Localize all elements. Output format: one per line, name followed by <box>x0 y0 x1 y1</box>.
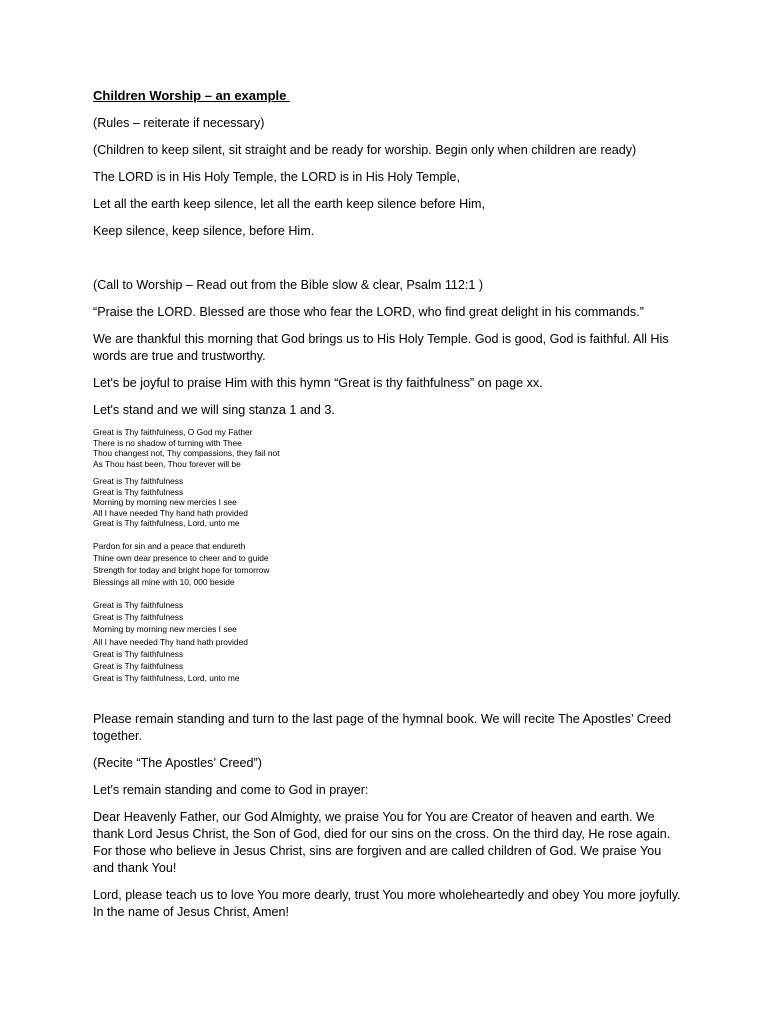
call-to-worship-note: (Call to Worship – Read out from the Bible slow & clear, Psalm 112:1 ) <box>93 278 484 292</box>
stand-instruction: Let's stand and we will sing stanza 1 and 3. <box>93 403 335 417</box>
hymn-line: Great is Thy faithfulness <box>93 648 184 659</box>
hymn-line: There is no shadow of turning with Thee <box>93 437 242 448</box>
psalm-quote: “Praise the LORD. Blessed are those who fear the LORD, who find great delight in his commands.” <box>93 305 644 319</box>
prayer-instruction: Let's remain standing and come to God in prayer: <box>93 782 369 797</box>
hymn-intro: Let's be joyful to praise Him with this hymn “Great is thy faithfulness” on page xx. <box>93 376 543 390</box>
hymn-line: Great is Thy faithfulness <box>93 611 184 622</box>
hymn-line: Thine own dear presence to cheer and to guide <box>93 552 269 563</box>
hymn-line: Morning by morning new mercies I see <box>93 624 237 635</box>
silence-instruction: (Children to keep silent, sit straight and be ready for worship. Begin only when children are ready) <box>93 143 637 157</box>
closing-prayer: Lord, please teach us to love You more dearly, trust You more wholeheartedly and obey You more joyfully. In the name of Jesus Christ, Amen! <box>93 887 681 919</box>
hymn-line: Great is Thy faithfulness, O God my Father <box>93 427 253 437</box>
document-title: Children Worship – an example <box>93 88 290 103</box>
song-line: Keep silence, keep silence, before Him. <box>93 224 315 238</box>
hymn-line: Great is Thy faithfulness <box>93 476 184 486</box>
hymn-line: All I have needed Thy hand hath provided <box>93 507 248 518</box>
rules-note: (Rules – reiterate if necessary) <box>93 116 265 130</box>
hymn-line: Strength for today and bright hope for tomorrow <box>93 565 270 576</box>
prayer-paragraph: Dear Heavenly Father, our God Almighty, we praise You for You are Creator of heaven and earth. We thank Lord Jesus Christ, the Son of God, died for our sins on the cross. On the third day, He rose again. For those who believe in Jesus Christ, sins are forgiven and are called children of God. We praise You and thank You! <box>93 809 671 875</box>
hymn-line: Great is Thy faithfulness, Lord, unto me <box>93 518 240 528</box>
hymn-stanza-1 <box>93 427 683 469</box>
hymn-line: Great is Thy faithfulness <box>93 599 184 610</box>
hymn-line: All I have needed Thy hand hath provided <box>93 636 248 647</box>
hymn-line: Thou changest not, Thy compassions, they fail not <box>93 448 280 458</box>
hymn-stanza-3 <box>93 540 683 589</box>
song-line: The LORD is in His Holy Temple, the LORD is in His Holy Temple, <box>93 170 460 184</box>
hymn-line: Great is Thy faithfulness <box>93 661 184 672</box>
hymn-line: Morning by morning new mercies I see <box>93 497 237 507</box>
hymn-line: Great is Thy faithfulness, Lord, unto me <box>93 673 240 684</box>
document-page <box>93 86 683 921</box>
creed-note: (Recite “The Apostles’ Creed”) <box>93 755 262 770</box>
hymn-line: As Thou hast been, Thou forever will be <box>93 458 241 469</box>
hymn-line: Great is Thy faithfulness <box>93 486 184 497</box>
thanksgiving-paragraph: We are thankful this morning that God brings us to His Holy Temple. God is good, God is faithful. All His words are true and trustworthy. <box>93 332 669 363</box>
hymn-chorus-2 <box>93 599 683 685</box>
creed-instruction: Please remain standing and turn to the last page of the hymnal book. We will recite The Apostles’ Creed together. <box>93 711 672 743</box>
hymn-line: Pardon for sin and a peace that endureth <box>93 540 246 551</box>
hymn-line: Blessings all mine with 10, 000 beside <box>93 577 235 588</box>
song-line: Let all the earth keep silence, let all the earth keep silence before Him, <box>93 197 486 211</box>
hymn-chorus-1 <box>93 476 683 529</box>
